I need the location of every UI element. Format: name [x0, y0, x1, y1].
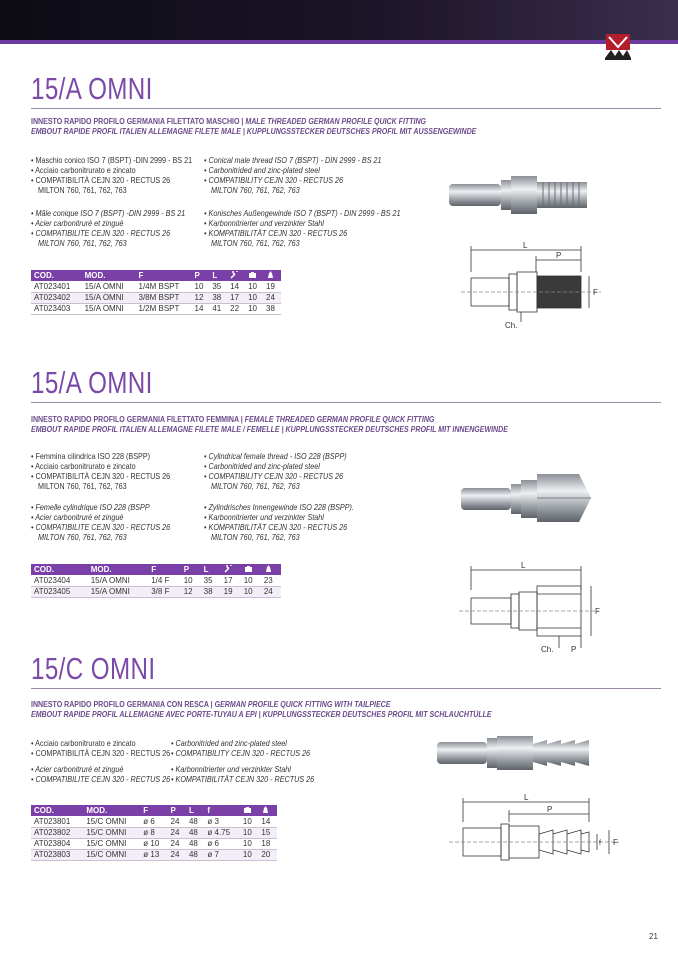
feature-line: • KOMPATIBILITÄT CEJN 320 - RECTUS 26 — [204, 229, 348, 238]
cell: 3/8M BSPT — [136, 292, 192, 303]
dim-label-f-small: f — [599, 840, 601, 847]
cell: 15/A OMNI — [82, 303, 136, 314]
subtitle-en: MALE THREADED GERMAN PROFILE QUICK FITTING — [245, 117, 427, 126]
cell: AT023402 — [31, 292, 82, 303]
feature-line: • COMPATIBILITY CEJN 320 - RECTUS 26 — [204, 176, 344, 185]
dim-label-l: L — [523, 242, 528, 250]
wrench-icon — [227, 270, 245, 281]
section-female-threaded — [31, 365, 661, 654]
subtitle-it: INNESTO RAPIDO PROFILO GERMANIA FILETTATO FEMMINA | — [31, 415, 245, 424]
dim-label-ch: Ch. — [541, 645, 554, 654]
wrench-icon — [221, 564, 241, 575]
technical-drawing — [461, 242, 611, 332]
cell: 10 — [245, 303, 263, 314]
dim-label-ch: Ch. — [505, 321, 518, 330]
col-header: L — [186, 805, 204, 816]
features-fr — [31, 765, 170, 785]
table-row — [31, 816, 277, 827]
table-header-row — [31, 805, 277, 816]
cell: 10 — [240, 838, 259, 849]
cell: AT023803 — [31, 849, 83, 860]
feature-line: • COMPATIBILITE CEJN 320 - RECTUS 26 — [31, 523, 171, 532]
cell: 17 — [227, 292, 245, 303]
cell: AT023802 — [31, 827, 83, 838]
section-tailpiece — [31, 651, 661, 859]
feature-line: • Acciaio carbonitrurato e zincato — [31, 166, 136, 175]
section-title: 15/C OMNI — [31, 651, 156, 686]
cell: 1/4 F — [148, 575, 180, 586]
feature-line: • Acciaio carbonitrurato e zincato — [31, 462, 136, 471]
cell: 15/C OMNI — [83, 827, 140, 838]
cell: 20 — [258, 849, 277, 860]
col-header: MOD. — [88, 564, 148, 575]
subtitle-fr-de: EMBOUT RAPIDE PROFIL ITALIEN ALLEMAGNE FILETE MALE / FEMELLE | KUPPLUNGSSTECKER DEUTSCHES PROFIL MIT INNENGEWINDE — [31, 425, 508, 434]
feature-line: • Conical male thread ISO 7 (BSPT) - DIN 2999 - BS 21 — [204, 156, 382, 165]
cell: 19 — [221, 586, 241, 597]
feature-line: MILTON 760, 761, 762, 763 — [38, 239, 127, 248]
feature-line: • COMPATIBILITY CEJN 320 - RECTUS 26 — [204, 472, 344, 481]
feature-line: • Acier carbonitruré et zingué — [31, 513, 124, 522]
feature-line: • Karbonnitrierter und verzinkter Stahl — [204, 513, 324, 522]
col-header: L — [209, 270, 227, 281]
cell: 15 — [258, 827, 277, 838]
col-header: COD. — [31, 564, 88, 575]
subtitle-it: INNESTO RAPIDO PROFILO GERMANIA FILETTATO MASCHIO | — [31, 117, 246, 126]
feature-line: MILTON 760, 761, 762, 763 — [211, 186, 300, 195]
brand-logo — [603, 32, 633, 62]
cell: ø 8 — [140, 827, 167, 838]
col-header: MOD. — [83, 805, 140, 816]
weight-icon — [263, 270, 281, 281]
cell: 15/A OMNI — [82, 281, 136, 292]
cell: 15/C OMNI — [83, 838, 140, 849]
header-accent-line — [0, 40, 678, 44]
box-icon — [240, 805, 259, 816]
cell: 10 — [181, 575, 201, 586]
feature-line: • COMPATIBILITE CEJN 320 - RECTUS 26 — [31, 775, 171, 784]
feature-line: • Acier carbonitruré et zingué — [31, 219, 124, 228]
col-header: COD. — [31, 805, 83, 816]
cell: 24 — [263, 292, 281, 303]
cell: 15/A OMNI — [82, 292, 136, 303]
box-icon — [241, 564, 261, 575]
cell: 35 — [209, 281, 227, 292]
col-header: P — [168, 805, 186, 816]
title-divider — [31, 402, 661, 403]
cell: 10 — [240, 849, 259, 860]
cell: 10 — [192, 281, 210, 292]
feature-line: • Carbonitrided and zinc-plated steel — [171, 739, 287, 748]
cell: ø 3 — [204, 816, 239, 827]
cell: 10 — [240, 827, 259, 838]
feature-line: • KOMPATIBILITÄT CEJN 320 - RECTUS 26 — [171, 775, 315, 784]
table-row — [31, 292, 281, 303]
technical-drawing — [459, 560, 609, 655]
cell: 24 — [168, 838, 186, 849]
features-de — [204, 503, 354, 543]
table-row — [31, 281, 281, 292]
table-row — [31, 303, 281, 314]
feature-line: MILTON 760, 761, 762, 763 — [211, 533, 300, 542]
feature-line: • Acier carbonitruré et zingué — [31, 765, 124, 774]
feature-line: • Zylindrisches Innengewinde ISO 228 (BSPP). — [204, 503, 354, 512]
section-male-threaded — [31, 71, 661, 330]
features-fr — [31, 503, 170, 543]
feature-line: • Karbonnitrierter und verzinkter Stahl — [171, 765, 291, 774]
dim-label-f: F — [595, 607, 600, 616]
col-header: L — [201, 564, 221, 575]
cell: 23 — [261, 575, 281, 586]
section-title: 15/A OMNI — [31, 71, 153, 106]
dim-label-f: F — [593, 288, 598, 297]
cell: 24 — [168, 849, 186, 860]
cell: 24 — [261, 586, 281, 597]
table-header-row — [31, 270, 281, 281]
features-en — [171, 739, 310, 759]
cell: 3/8 F — [148, 586, 180, 597]
cell: 38 — [201, 586, 221, 597]
cell: 17 — [221, 575, 241, 586]
weight-icon — [261, 564, 281, 575]
feature-line: MILTON 760, 761, 762, 763 — [38, 186, 127, 195]
features-it — [31, 452, 170, 492]
feature-line: • Maschio conico ISO 7 (BSPT) -DIN 2999 - BS 21 — [31, 156, 193, 165]
spec-table — [31, 270, 281, 315]
feature-line: • COMPATIBILITY CEJN 320 - RECTUS 26 — [171, 749, 311, 758]
col-header: MOD. — [82, 270, 136, 281]
cell: 10 — [240, 816, 259, 827]
cell: 38 — [209, 292, 227, 303]
dim-label-p: P — [547, 805, 553, 814]
cell: AT023401 — [31, 281, 82, 292]
features-de — [171, 765, 314, 785]
cell: ø 4.75 — [204, 827, 239, 838]
cell: 19 — [263, 281, 281, 292]
col-header: P — [192, 270, 210, 281]
weight-icon — [258, 805, 277, 816]
table-row — [31, 827, 277, 838]
feature-line: • Femmina cilindrica ISO 228 (BSPP) — [31, 452, 151, 461]
cell: 14 — [258, 816, 277, 827]
cell: 1/4M BSPT — [136, 281, 192, 292]
technical-drawing — [429, 792, 629, 872]
feature-line: • Carbonitrided and zinc-plated steel — [204, 166, 320, 175]
cell: 1/2M BSPT — [136, 303, 192, 314]
cell: 12 — [181, 586, 201, 597]
cell: AT023804 — [31, 838, 83, 849]
subtitle-fr-de: EMBOUT RAPIDE PROFIL ITALIEN ALLEMAGNE FILETE MALE | KUPPLUNGSSTECKER DEUTSCHES PROFIL MIT AUSSENGEWINDE — [31, 127, 477, 136]
features-fr — [31, 209, 185, 249]
title-divider — [31, 108, 661, 109]
cell: AT023403 — [31, 303, 82, 314]
table-header-row — [31, 564, 281, 575]
table-row — [31, 575, 281, 586]
col-header: F — [148, 564, 180, 575]
page-number: 21 — [649, 932, 658, 941]
feature-line: • COMPATIBILITÀ CEJN 320 - RECTUS 26 — [31, 749, 171, 758]
cell: ø 6 — [140, 816, 167, 827]
feature-line: MILTON 760, 761, 762, 763 — [211, 239, 300, 248]
feature-line: • Femelle cylindrique ISO 228 (BSPP — [31, 503, 150, 512]
features-it — [31, 739, 170, 759]
dim-label-f: F — [613, 838, 618, 847]
cell: 14 — [227, 281, 245, 292]
cell: 15/A OMNI — [88, 575, 148, 586]
section-title: 15/A OMNI — [31, 365, 153, 400]
features-en — [204, 452, 347, 492]
cell: 18 — [258, 838, 277, 849]
cell: 48 — [186, 849, 204, 860]
table-row — [31, 586, 281, 597]
header-band — [0, 0, 678, 42]
cell: 24 — [168, 827, 186, 838]
cell: ø 7 — [204, 849, 239, 860]
cell: 48 — [186, 816, 204, 827]
spec-table — [31, 564, 281, 598]
cell: 38 — [263, 303, 281, 314]
cell: AT023404 — [31, 575, 88, 586]
cell: 10 — [245, 281, 263, 292]
col-header: f — [204, 805, 239, 816]
feature-line: MILTON 760, 761, 762, 763 — [38, 533, 127, 542]
section-subtitle — [31, 700, 390, 710]
cell: 15/C OMNI — [83, 849, 140, 860]
col-header: F — [136, 270, 192, 281]
cell: 10 — [241, 575, 261, 586]
feature-line: • Carbonitrided and zinc-plated steel — [204, 462, 320, 471]
cell: 10 — [241, 586, 261, 597]
dim-label-l: L — [521, 561, 526, 570]
feature-line: • COMPATIBILITE CEJN 320 - RECTUS 26 — [31, 229, 171, 238]
cell: 24 — [168, 816, 186, 827]
fitting-photo — [447, 164, 607, 224]
cell: 15/C OMNI — [83, 816, 140, 827]
subtitle-en: FEMALE THREADED GERMAN PROFILE QUICK FITTING — [244, 415, 435, 424]
cell: AT023801 — [31, 816, 83, 827]
features-de — [204, 209, 400, 249]
fitting-photo — [459, 466, 619, 530]
col-header: P — [181, 564, 201, 575]
feature-line: • Cylindrical female thread - ISO 228 (BSPP) — [204, 452, 347, 461]
dim-label-p: P — [571, 645, 577, 654]
cell: 35 — [201, 575, 221, 586]
subtitle-it: INNESTO RAPIDO PROFILO GERMANIA CON RESCA | — [31, 700, 215, 709]
features-it — [31, 156, 192, 196]
feature-line: • Mâle conique ISO 7 (BSPT) -DIN 2999 - BS 21 — [31, 209, 186, 218]
cell: ø 13 — [140, 849, 167, 860]
col-header: F — [140, 805, 167, 816]
cell: 14 — [192, 303, 210, 314]
cell: 12 — [192, 292, 210, 303]
features-en — [204, 156, 382, 196]
cell: 48 — [186, 838, 204, 849]
cell: ø 10 — [140, 838, 167, 849]
table-row — [31, 838, 277, 849]
feature-line: • Karbonnitrierter und verzinkter Stahl — [204, 219, 324, 228]
feature-line: • Acciaio carbonitrurato e zincato — [31, 739, 136, 748]
box-icon — [245, 270, 263, 281]
title-divider — [31, 688, 661, 689]
subtitle-fr-de: EMBOUT RAPIDE PROFIL ALLEMAGNE AVEC PORTE-TUYAU A EPI | KUPPLUNGSSTECKER DEUTSCHES PROFIL MIT SCHLAUCHTÜLLE — [31, 710, 492, 719]
feature-line: • COMPATIBILITÀ CEJN 320 - RECTUS 26 — [31, 472, 171, 481]
table-row — [31, 849, 277, 860]
dim-label-p: P — [556, 251, 562, 260]
cell: AT023405 — [31, 586, 88, 597]
cell: 48 — [186, 827, 204, 838]
feature-line: • COMPATIBILITÀ CEJN 320 - RECTUS 26 — [31, 176, 171, 185]
col-header: COD. — [31, 270, 82, 281]
spec-table — [31, 805, 277, 861]
section-subtitle — [31, 117, 426, 127]
fitting-photo — [435, 728, 615, 778]
cell: 10 — [245, 292, 263, 303]
feature-line: MILTON 760, 761, 762, 763 — [38, 482, 127, 491]
section-subtitle — [31, 415, 434, 425]
cell: ø 6 — [204, 838, 239, 849]
feature-line: • Konisches Außengewinde ISO 7 (BSPT) - DIN 2999 - BS 21 — [204, 209, 401, 218]
cell: 22 — [227, 303, 245, 314]
feature-line: MILTON 760, 761, 762, 763 — [211, 482, 300, 491]
dim-label-l: L — [524, 793, 529, 802]
feature-line: • KOMPATIBILITÄT CEJN 320 - RECTUS 26 — [204, 523, 348, 532]
cell: 15/A OMNI — [88, 586, 148, 597]
subtitle-en: GERMAN PROFILE QUICK FITTING WITH TAILPIECE — [214, 700, 391, 709]
cell: 41 — [209, 303, 227, 314]
